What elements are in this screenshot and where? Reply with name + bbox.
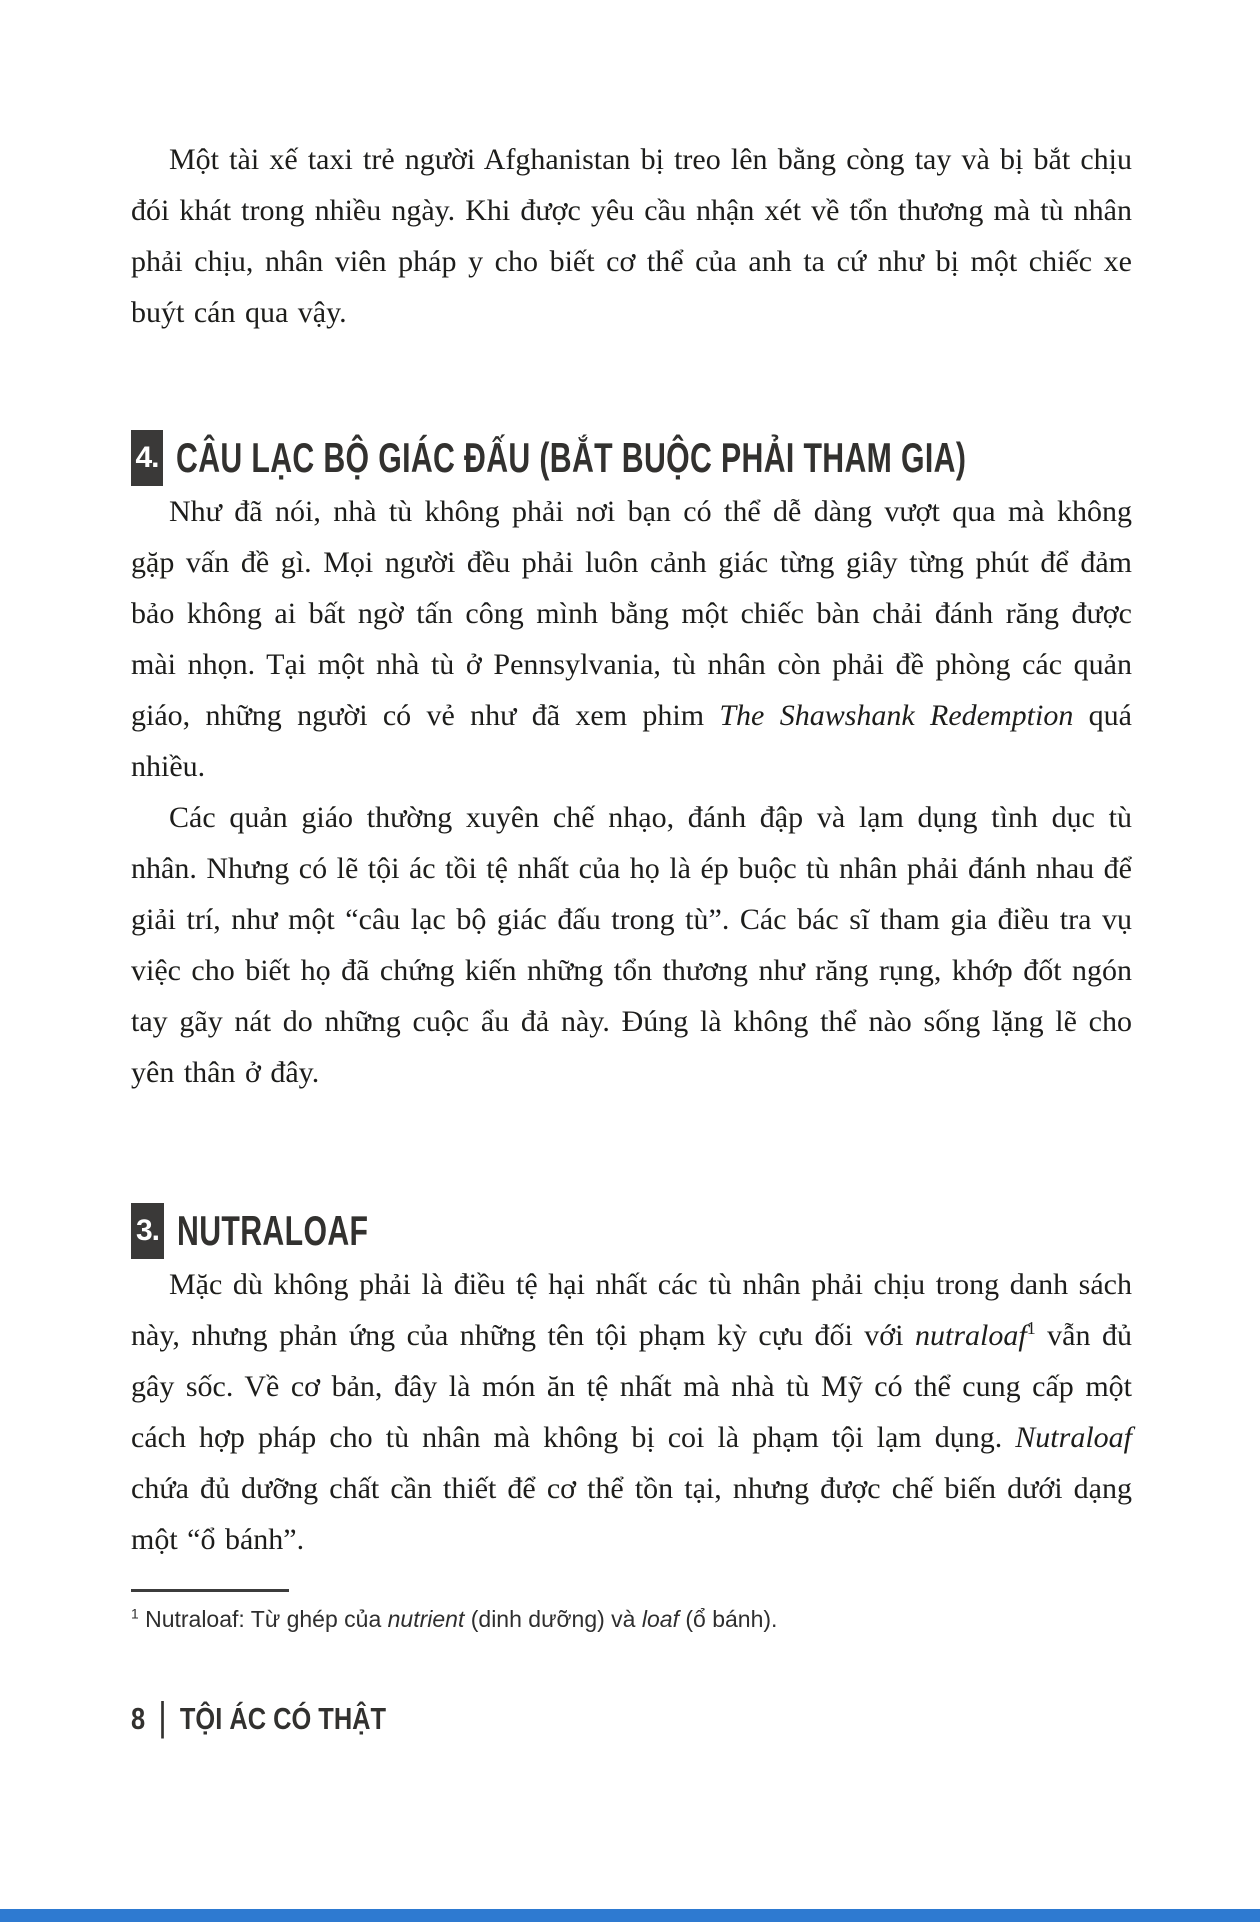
section-number-badge: 4. (131, 430, 163, 486)
page-content (131, 0, 1132, 1739)
section-heading-4 (131, 430, 1132, 486)
footnote-divider-rule (131, 1589, 289, 1592)
paragraph-prison-vigilance: Như đã nói, nhà tù không phải nơi bạn có thể dễ dàng vượt qua mà không gặp vấn đề gì. Mọi người đều phải luôn cảnh giác từng giây từng phút để đảm bảo không ai bất ngờ tấn công mình bằng một chiếc bàn chải đánh răng được mài nhọn. Tại một nhà tù ở Pennsylvania, tù nhân còn phải đề phòng các quản giáo, những người có vẻ như đã xem phim The Shawshank Redemption quá nhiều. (131, 495, 1132, 783)
section-heading-3 (131, 1203, 1132, 1259)
footer-running-title (131, 1695, 952, 1739)
running-book-title: TỘI ÁC CÓ THẬT (179, 1701, 387, 1736)
section-number-badge: 3. (131, 1203, 164, 1259)
footer-divider: | (158, 1695, 167, 1739)
page-number: 8 (131, 1701, 146, 1736)
paragraph-guards-fight-club: Các quản giáo thường xuyên chế nhạo, đánh đập và lạm dụng tình dục tù nhân. Nhưng có lẽ tội ác tồi tệ nhất của họ là ép buộc tù nhân phải đánh nhau để giải trí, như một “câu lạc bộ giác đấu trong tù”. Các bác sĩ tham gia điều tra vụ việc cho biết họ đã chứng kiến những tổn thương như răng rụng, khớp đốt ngón tay gãy nát do những cuộc ẩu đả này. Đúng là không thể nào sống lặng lẽ cho yên thân ở đây. (131, 801, 1132, 1089)
page-footer (131, 1695, 1132, 1739)
section-title: CÂU LẠC BỘ GIÁC ĐẤU (BẮT BUỘC PHẢI THAM GIA) (176, 434, 967, 481)
paragraph-nutraloaf: Mặc dù không phải là điều tệ hại nhất các tù nhân phải chịu trong danh sách này, nhưng phản ứng của những tên tội phạm kỳ cựu đối với nutraloaf$^1$ vẫn đủ gây sốc. Về cơ bản, đây là món ăn tệ nhất mà nhà tù Mỹ có thể cung cấp một cách hợp pháp cho tù nhân mà không bị coi là phạm tội lạm dụng. Nutraloaf chứa đủ dưỡng chất cần thiết để cơ thể tồn tại, nhưng được chế biến dưới dạng một “ổ bánh”. (131, 1268, 1132, 1556)
paragraph-afghan-taxi-driver: Một tài xế taxi trẻ người Afghanistan bị treo lên bằng còng tay và bị bắt chịu đói khát trong nhiều ngày. Khi được yêu cầu nhận xét về tổn thương mà tù nhân phải chịu, nhân viên pháp y cho biết cơ thể của anh ta cứ như bị một chiếc xe buýt cán qua vậy. (131, 143, 1132, 329)
footnote-nutraloaf-definition: $^1$ Nutraloaf: Từ ghép của nutrient (dinh dưỡng) và loaf (ổ bánh). (131, 1606, 778, 1632)
viewer-progress-bar (0, 1909, 1260, 1922)
section-title: NUTRALOAF (177, 1207, 369, 1254)
